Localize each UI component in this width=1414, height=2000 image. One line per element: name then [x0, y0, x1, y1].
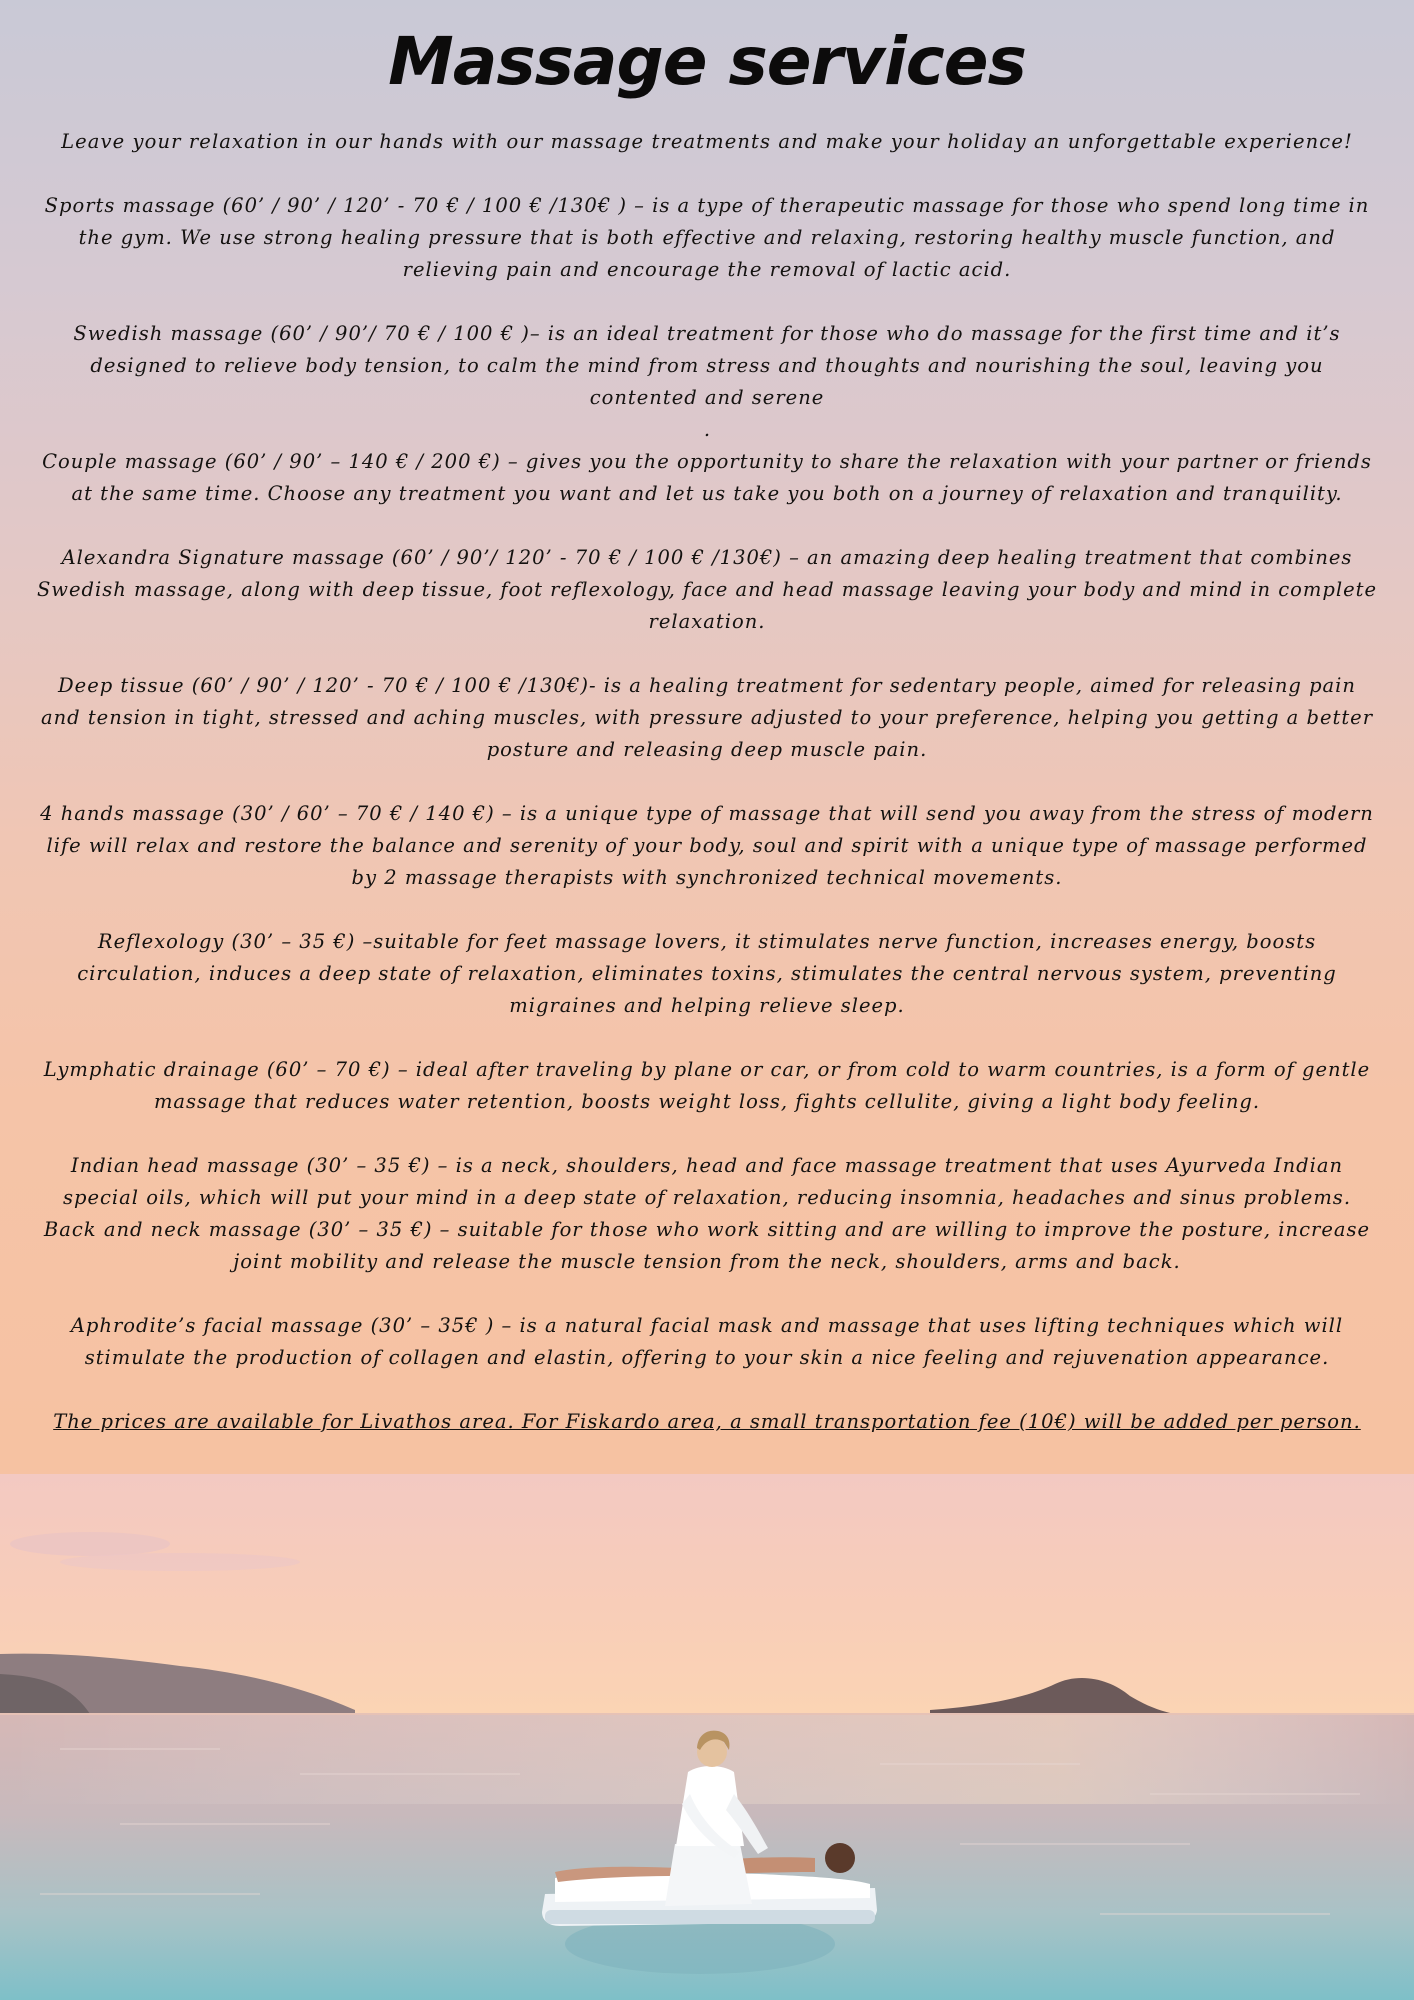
cloud [60, 1553, 300, 1571]
therapist-skirt [665, 1844, 752, 1906]
service-4-hands-massage: 4 hands massage (30’ / 60’ – 70 € / 140 €) – is a unique type of massage that will send you away from the stress of modern life will relax and restore the balance and serenity of your body, soul and spirit with a unique type of massage performed by 2 massage therapists with synchronized technical movements. [40, 802, 1374, 889]
service-alexandra-signature-massage: Alexandra Signature massage (60’ / 90’/ 120’ - 70 € / 100 € /130€) – an amazing deep healing treatment that combines Swedish massage, along with deep tissue, foot reflexology, face and head massage leaving your body and mind in complete relaxation. [36, 546, 1378, 633]
service-swedish-massage: Swedish massage (60’ / 90’/ 70 € / 100 € )– is an ideal treatment for those who do massage for the first time and it’s designed to relieve body tension, to calm the mind from stress and thoughts and nourishing the soul, leaving you contented and serene [73, 322, 1341, 409]
pricing-area-note: The prices are available for Livathos area. For Fiskardo area, a small transportation fee (10€) will be added per person. [53, 1410, 1361, 1433]
client-head [825, 1843, 855, 1873]
service-deep-tissue: Deep tissue (60’ / 90’ / 120’ - 70 € / 100 € /130€)- is a healing treatment for sedentary people, aimed for releasing pain and tension in tight, stressed and aching muscles, with pressure adjusted to your preference, helping you getting a better posture and releasing deep muscle pain. [40, 674, 1374, 761]
service-back-and-neck-massage: Back and neck massage (30’ – 35 €) – suitable for those who work sitting and are willing to improve the posture, increase joint mobility and release the muscle tension from the neck, shoulders, arms and back. [43, 1218, 1371, 1273]
service-sports-massage: Sports massage (60’ / 90’ / 120’ - 70 € / 100 € /130€ ) – is a type of therapeutic massage for those who spend long time in the gym. We use strong healing pressure that is both effective and relaxing, restoring healthy muscle function, and relieving pain and encourage the removal of lactic acid. [44, 194, 1370, 281]
intro-text: Leave your relaxation in our hands with our massage treatments and make your holiday an unforgettable experience! [61, 130, 1353, 153]
service-reflexology: Reflexology (30’ – 35 €) –suitable for feet massage lovers, it stimulates nerve function, increases energy, boosts circulation, induces a deep state of relaxation, eliminates toxins, stimulates the central nervous system, preventing migraines and helping relieve sleep. [77, 930, 1337, 1017]
service-indian-head-massage: Indian head massage (30’ – 35 €) – is a neck, shoulders, head and face massage treatment that uses Ayurveda Indian special oils, which will put your mind in a deep state of relaxation, reducing insomnia, headaches and sinus problems. [62, 1154, 1352, 1209]
service-couple-massage: Couple massage (60’ / 90’ – 140 € / 200 €) – gives you the opportunity to share the relaxation with your partner or friends at the same time. Choose any treatment you want and let us take you both on a journey of relaxation and tranquility. [42, 450, 1372, 505]
page-title: Massage services [388, 23, 1026, 100]
table-edge [545, 1910, 875, 1924]
sea-massage-photo [0, 1474, 1414, 2000]
service-lymphatic-drainage: Lymphatic drainage (60’ – 70 €) – ideal after traveling by plane or car, or from cold to warm countries, is a form of gentle massage that reduces water retention, boosts weight loss, fights cellulite, giving a light body feeling. [43, 1058, 1371, 1113]
service-aphrodite-facial-massage: Aphrodite’s facial massage (30’ – 35€ ) – is a natural facial mask and massage that uses lifting techniques which will stimulate the production of collagen and elastin, offering to your skin a nice feeling and rejuvenation appearance. [70, 1314, 1344, 1369]
separator-dot: . [703, 418, 711, 441]
cloud [10, 1532, 170, 1556]
